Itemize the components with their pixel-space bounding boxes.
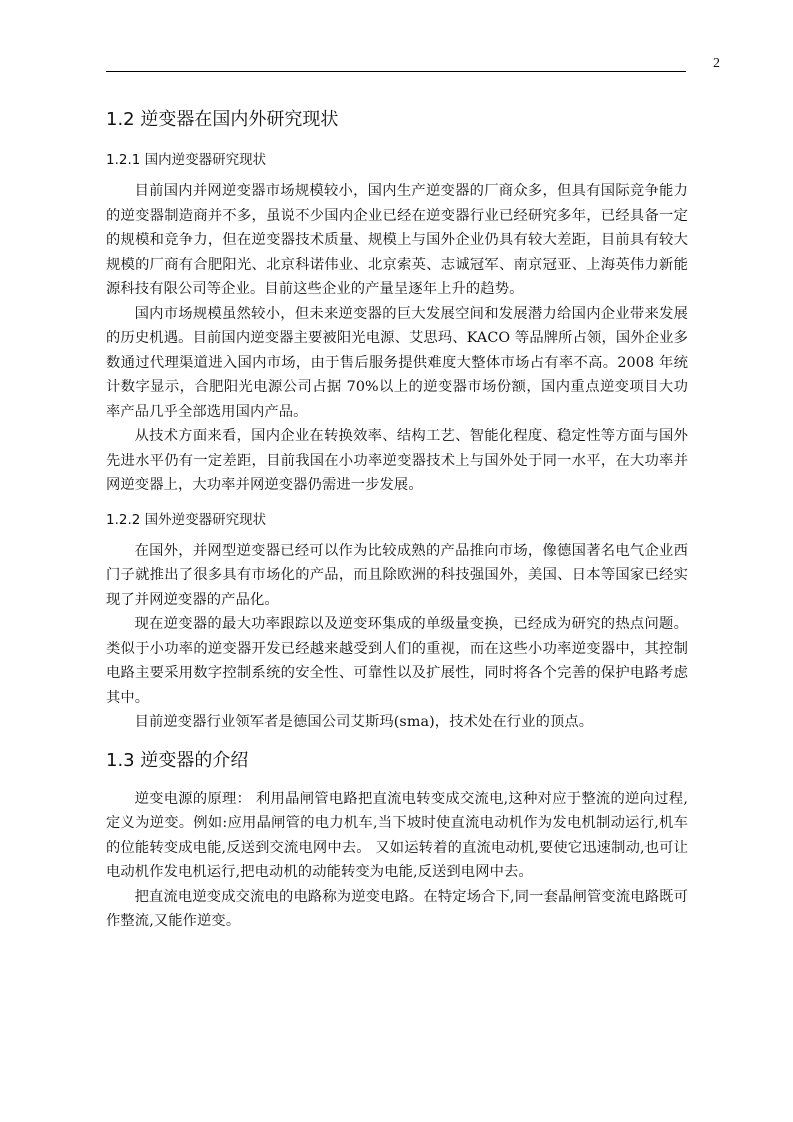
paragraph: 逆变电源的原理： 利用晶闸管电路把直流电转变成交流电,这种对应于整流的逆向过程,定义为逆变。例如:应用晶闸管的电力机车,当下坡时使直流电动机作为发电机制动运行,机车的位能转变成电能,反送到交流电网中去。 又如运转着的直流电动机,要使它迅速制动,也可让电动机作发电机运行,把电动机的动能转变为电能,反送到电网中去。: [106, 790, 688, 880]
header-rule: [106, 71, 686, 72]
section-heading-1-3: 1.3 逆变器的介绍: [106, 749, 249, 771]
paragraph: 从技术方面来看，国内企业在转换效率、结构工艺、智能化程度、稳定性等方面与国外先进水平仍有一定差距，目前我国在小功率逆变器技术上与国外处于同一水平，在大功率并网逆变器上，大功率并网逆变器仍需进一步发展。: [106, 428, 688, 493]
paragraph: 在国外，并网型逆变器已经可以作为比较成熟的产品推向市场，像德国著名电气企业西门子就推出了很多具有市场化的产品，而且除欧洲的科技强国外，美国、日本等国家已经实现了并网逆变器的产品化。: [106, 542, 688, 608]
page-body: [106, 106, 688, 934]
subsection-heading-1-2-1: 1.2.1 国内逆变器研究现状: [106, 152, 267, 168]
page-number: 2: [713, 56, 720, 71]
paragraph: 目前国内并网逆变器市场规模较小，国内生产逆变器的厂商众多，但具有国际竞争能力的逆变器制造商并不多，虽说不少国内企业已经在逆变器行业已经研究多年，已经具备一定的规模和竞争力，但在逆变器技术质量、规模上与国外企业仍具有较大差距，目前具有较大规模的厂商有合肥阳光、北京科诺伟业、北京索英、志诚冠军、南京冠亚、上海英伟力新能源科技有限公司等企业。目前这些企业的产量呈逐年上升的趋势。: [106, 183, 688, 297]
paragraph: 目前逆变器行业领军者是德国公司艾斯玛(sma)，技术处在行业的顶点。: [134, 714, 594, 730]
section-heading-1-2: 1.2 逆变器在国内外研究现状: [106, 109, 339, 130]
subsection-heading-1-2-2: 1.2.2 国外逆变器研究现状: [106, 511, 267, 528]
paragraph: 国内市场规模虽然较小，但未来逆变器的巨大发展空间和发展潜力给国内企业带来发展的历史机遇。目前国内逆变器主要被阳光电源、艾思玛、KACO 等品牌所占领，国外企业多数通过代理渠道进入国内市场，由于售后服务提供难度大整体市场占有率不高。2008 年统计数字显示，合肥阳光电源公司占据 70%以上的逆变器市场份额，国内重点逆变项目大功率产品几乎全部选用国内产品。: [106, 305, 688, 420]
paragraph: 现在逆变器的最大功率跟踪以及逆变环集成的单级量变换，已经成为研究的热点问题。类似于小功率的逆变器开发已经越来越受到人们的重视，而在这些小功率逆变器中，其控制电路主要采用数字控制系统的安全性、可靠性以及扩展性，同时将各个完善的保护电路考虑其中。: [106, 616, 688, 706]
paragraph: 把直流电逆变成交流电的电路称为逆变电路。在特定场合下,同一套晶闸管变流电路既可作整流,又能作逆变。: [106, 888, 688, 929]
